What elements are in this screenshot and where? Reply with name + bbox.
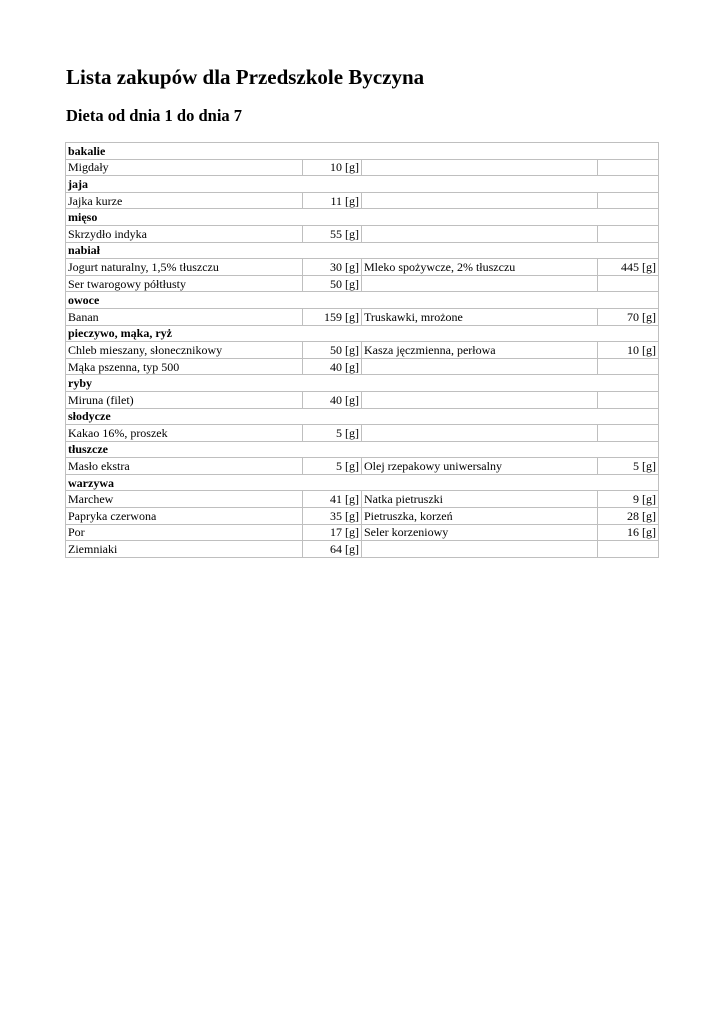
item-name: Jogurt naturalny, 1,5% tłuszczu [66,259,303,276]
category-label: bakalie [66,143,659,160]
item-quantity: 17 [g] [303,524,362,541]
item-name [362,541,598,558]
category-label: owoce [66,292,659,309]
item-quantity: 28 [g] [598,508,659,525]
table-row [66,342,659,359]
item-name: Kakao 16%, proszek [66,425,303,442]
category-row [66,408,659,425]
category-label: jaja [66,176,659,193]
item-quantity: 9 [g] [598,491,659,508]
item-quantity [598,275,659,292]
table-row [66,524,659,541]
table-row [66,541,659,558]
category-row [66,143,659,160]
table-row [66,458,659,475]
item-quantity: 11 [g] [303,192,362,209]
shopping-list-table [65,142,659,558]
item-name: Marchew [66,491,303,508]
item-name: Banan [66,308,303,325]
item-quantity: 5 [g] [598,458,659,475]
item-quantity: 50 [g] [303,342,362,359]
table-row [66,358,659,375]
item-quantity [598,159,659,176]
table-row [66,275,659,292]
item-quantity: 50 [g] [303,275,362,292]
category-label: tłuszcze [66,441,659,458]
item-name: Truskawki, mrożone [362,308,598,325]
item-name: Olej rzepakowy uniwersalny [362,458,598,475]
item-quantity [598,541,659,558]
item-name: Jajka kurze [66,192,303,209]
item-name [362,275,598,292]
item-quantity: 41 [g] [303,491,362,508]
table-row [66,225,659,242]
item-name: Por [66,524,303,541]
item-name [362,425,598,442]
category-row [66,474,659,491]
item-quantity [598,192,659,209]
item-quantity: 40 [g] [303,391,362,408]
table-row [66,192,659,209]
item-quantity: 30 [g] [303,259,362,276]
item-name [362,192,598,209]
item-name: Seler korzeniowy [362,524,598,541]
item-name: Migdały [66,159,303,176]
item-quantity: 445 [g] [598,259,659,276]
item-name: Natka pietruszki [362,491,598,508]
item-quantity: 5 [g] [303,458,362,475]
item-name [362,225,598,242]
table-row [66,491,659,508]
category-label: pieczywo, mąka, ryż [66,325,659,342]
table-row [66,391,659,408]
item-quantity [598,225,659,242]
table-row [66,159,659,176]
category-label: ryby [66,375,659,392]
item-name [362,159,598,176]
table-row [66,508,659,525]
table-row [66,308,659,325]
item-quantity: 5 [g] [303,425,362,442]
item-quantity: 10 [g] [303,159,362,176]
item-name: Ser twarogowy półtłusty [66,275,303,292]
item-name: Skrzydło indyka [66,225,303,242]
item-quantity: 70 [g] [598,308,659,325]
item-name: Masło ekstra [66,458,303,475]
item-quantity [598,391,659,408]
item-name: Miruna (filet) [66,391,303,408]
item-quantity: 55 [g] [303,225,362,242]
item-name: Kasza jęczmienna, perłowa [362,342,598,359]
item-name: Ziemniaki [66,541,303,558]
item-quantity [598,358,659,375]
category-label: warzywa [66,474,659,491]
item-name: Papryka czerwona [66,508,303,525]
item-quantity: 40 [g] [303,358,362,375]
item-name [362,391,598,408]
category-row [66,176,659,193]
category-row [66,441,659,458]
item-name: Pietruszka, korzeń [362,508,598,525]
page-subtitle: Dieta od dnia 1 do dnia 7 [66,106,243,125]
category-row [66,209,659,226]
category-row [66,375,659,392]
item-quantity [598,425,659,442]
page-title: Lista zakupów dla Przedszkole Byczyna [66,65,425,89]
item-quantity: 35 [g] [303,508,362,525]
table-row [66,425,659,442]
category-row [66,325,659,342]
category-label: słodycze [66,408,659,425]
category-row [66,242,659,259]
table-row [66,259,659,276]
item-name: Mąka pszenna, typ 500 [66,358,303,375]
item-quantity: 16 [g] [598,524,659,541]
item-name: Chleb mieszany, słonecznikowy [66,342,303,359]
category-row [66,292,659,309]
item-quantity: 10 [g] [598,342,659,359]
category-label: mięso [66,209,659,226]
shopping-list-body [66,143,659,558]
category-label: nabiał [66,242,659,259]
item-quantity: 64 [g] [303,541,362,558]
item-name [362,358,598,375]
item-quantity: 159 [g] [303,308,362,325]
item-name: Mleko spożywcze, 2% tłuszczu [362,259,598,276]
